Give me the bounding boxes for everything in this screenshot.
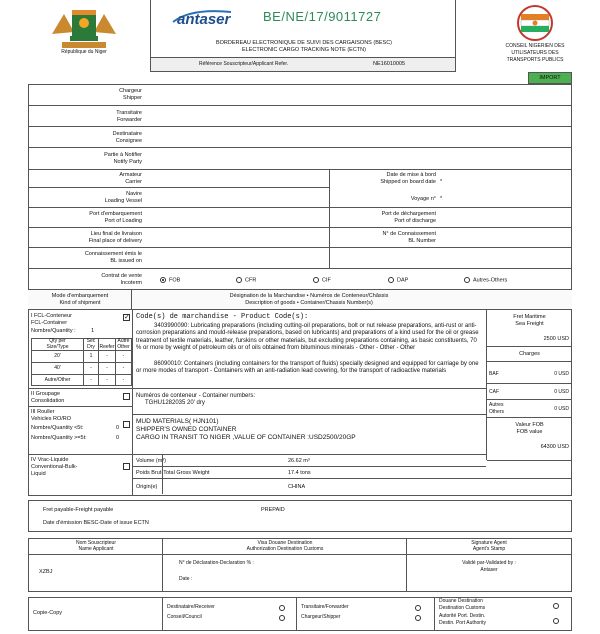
- bulk-label-3: Liquid: [31, 471, 46, 477]
- container-numbers-value: TGHU1282035 20' dry: [145, 400, 205, 406]
- fcl-col-size-top: Qty per: [49, 338, 66, 344]
- import-badge: IMPORT: [528, 72, 572, 84]
- fcl-row-40-reefer: -: [99, 363, 116, 375]
- charges-column: [487, 310, 572, 460]
- onboard-value: *: [440, 179, 443, 185]
- incoterm-label-fr: Contrat de vente: [101, 273, 142, 279]
- other-charges-label-2: Others: [489, 409, 505, 415]
- issue-date-label: Date d'émission BESC-Date of issue ECTN: [43, 520, 149, 526]
- origin-label: Origin(e): [136, 484, 158, 490]
- fcl-col-dry-top: Sec: [86, 338, 96, 344]
- incoterm-option-dap[interactable]: [388, 277, 408, 284]
- fcl-quantity-value: 1: [91, 328, 95, 334]
- title-en: ELECTRONIC CARGO TRACKING NOTE (ECTN): [242, 47, 366, 53]
- visa-label-fr: Visa Douane Destination: [257, 540, 313, 546]
- freight-payable-value: PREPAID: [261, 507, 285, 513]
- radio-selected-icon: [160, 277, 166, 283]
- charges-header: Charges: [487, 346, 572, 362]
- fcl-row-other-dry: -: [84, 375, 99, 386]
- onboard-label-fr: Date de mise à bord: [386, 172, 436, 178]
- roro-title-en: Vehicles RO/RO: [31, 416, 72, 422]
- marks-divider: [133, 414, 486, 415]
- caf-value: 0 USD: [554, 389, 569, 395]
- fcl-row-40-other: -: [116, 363, 131, 375]
- reference-label: Référence Souscripteur/Applicant Refer.: [199, 61, 289, 67]
- product-code-label: Code(s) de marchandise - Product Code(s):: [136, 313, 309, 321]
- bl-issued-label-fr: Connaissement émis le: [84, 251, 142, 257]
- carrier-label-en: Carrier: [125, 179, 142, 185]
- copy-customs-radio[interactable]: [553, 603, 559, 609]
- charges-bottom-border: [487, 460, 572, 461]
- volume-label: Volume (m³): [136, 458, 166, 464]
- bulk-label-2: Conventional-Bulk-: [31, 464, 78, 470]
- shipment-header: [28, 290, 572, 310]
- agent-label-fr: Signature Agent: [471, 540, 507, 546]
- mode-header-fr: Mode d'embarquement: [51, 293, 109, 299]
- fcl-col-size: [32, 339, 84, 351]
- weight-value: 17.4 tons: [288, 470, 311, 476]
- incoterm-option-others[interactable]: [464, 277, 507, 284]
- radio-icon: [388, 277, 394, 283]
- origin-value: CHINA: [288, 484, 306, 490]
- vessel-row: [28, 188, 572, 208]
- copies-label-cell: [29, 598, 163, 630]
- copies-col-3: [435, 598, 571, 630]
- goods-header-en: Description of goods • Container/Chassis Number(s): [245, 300, 373, 306]
- copy-forwarder-label: Transitaire/Forwarder: [301, 604, 349, 610]
- groupage-label-en: Consolidation: [31, 398, 65, 404]
- fcl-quantity-label: Nombre/Quantity :: [31, 328, 76, 334]
- freight-value: 2500 USD: [543, 336, 569, 342]
- forwarder-label-en: Forwarder: [116, 117, 142, 123]
- header-title-box: [150, 0, 456, 72]
- fob-label-fr: Valeur FOB: [515, 422, 544, 428]
- shipper-label-fr: Chargeur: [119, 88, 142, 94]
- radio-icon: [313, 277, 319, 283]
- roro-gt5-value: 0: [116, 435, 120, 441]
- notify-label-en: Notify Party: [113, 159, 142, 165]
- agent-label-en: Agent's Stamp: [472, 546, 506, 552]
- copy-customs-label-en: Destination Customs: [439, 605, 486, 611]
- fcl-row-20-size: 20': [32, 351, 84, 363]
- brand-name: antaser: [177, 11, 231, 28]
- groupage-checkbox[interactable]: [123, 393, 130, 400]
- copy-port-label-en: Destin. Port Authority: [439, 620, 486, 626]
- fcl-col-size-bottom: Size/Type: [46, 343, 69, 350]
- incoterm-dap-label: DAP: [397, 277, 409, 284]
- applicant-cell: [29, 555, 163, 591]
- carrier-label-fr: Armateur: [119, 172, 142, 178]
- incoterm-label-en: Incoterm: [120, 280, 142, 286]
- copy-council-radio[interactable]: [279, 615, 285, 621]
- blno-label-fr: N° de Connaissement: [382, 231, 436, 237]
- consignee-row: [28, 127, 572, 148]
- bl-issued-label-en: BL issued on: [110, 258, 142, 264]
- council-emblem-icon: [512, 4, 558, 42]
- other-charges-label-1: Autres: [489, 402, 504, 408]
- agent-cell: [407, 555, 571, 591]
- baf-value: 0 USD: [554, 371, 569, 377]
- incoterm-row: [28, 268, 572, 290]
- weight-label: Poids Brut-Total Gross Weight: [136, 470, 210, 476]
- copy-shipper-radio[interactable]: [415, 615, 421, 621]
- roro-gt5-label: Nombre/Quantity >=5t:: [31, 435, 87, 441]
- fcl-col-reefer: Reefer: [99, 339, 116, 351]
- incoterm-option-fob[interactable]: [160, 277, 180, 284]
- volume-row: [133, 454, 486, 466]
- copies-section: [28, 597, 572, 631]
- volume-value: 26.62 m³: [288, 458, 310, 464]
- bulk-checkbox[interactable]: [123, 463, 130, 470]
- copy-port-label-fr: Autorité Port. Destin.: [439, 613, 486, 619]
- notify-row: [28, 148, 572, 170]
- groupage-block: [28, 388, 132, 406]
- bl-issued-row: [28, 248, 330, 268]
- validated-value: Antaser: [480, 567, 498, 573]
- incoterm-fob-label: FOB: [169, 277, 181, 284]
- carrier-row: [28, 170, 330, 188]
- container-divider: [133, 388, 486, 389]
- fcl-row-40-size: 40': [32, 363, 84, 375]
- bulk-label-1: IV Vrac-Liquide: [31, 457, 69, 463]
- fcl-size-table: [31, 338, 132, 386]
- country-caption: République du Niger: [61, 49, 107, 55]
- voyage-value: *: [440, 196, 443, 202]
- onboard-label-en: Shipped on board date: [380, 179, 436, 185]
- final-delivery-row: [28, 228, 572, 248]
- divider-measures: [162, 454, 163, 494]
- fcl-block: [28, 310, 132, 388]
- copies-label: Copie-Copy: [33, 610, 63, 616]
- baf-label: BAF: [489, 371, 499, 377]
- pol-label-en: Port of Loading: [104, 218, 142, 224]
- applicant-label-fr: Nom Souscripteur: [75, 540, 116, 546]
- fob-value: 64300 USD: [540, 444, 569, 450]
- freight-payable-label: Fret payable-Freight payable: [43, 507, 114, 513]
- final-label-en: Final place of delivery: [88, 238, 142, 244]
- other-charges-row: [487, 400, 572, 418]
- copy-council-label: Conseil/Council: [167, 614, 202, 620]
- fcl-row-20-other: -: [116, 351, 131, 363]
- copy-shipper-label: Chargeur/Shipper: [301, 614, 341, 620]
- applicant-label-en: Name Applicant: [78, 546, 114, 552]
- reference-row: [151, 57, 455, 71]
- radio-icon: [464, 277, 470, 283]
- fcl-quantity: [31, 328, 94, 334]
- agent-header: [407, 539, 571, 555]
- pod-label-fr: Port de déchargement: [381, 211, 436, 217]
- pod-label-en: Port of discharge: [394, 218, 436, 224]
- council-caption-3: TRANSPORTS PUBLICS: [506, 57, 564, 63]
- fcl-col-other: [116, 339, 131, 351]
- voyage-label: Voyage n°: [410, 196, 436, 202]
- niger-coat-of-arms: [44, 4, 124, 60]
- copy-forwarder-radio[interactable]: [415, 605, 421, 611]
- final-label-fr: Lieu final de livraison: [90, 231, 142, 237]
- fcl-row-other-other: -: [122, 377, 125, 383]
- fcl-row-40-dry: -: [84, 363, 99, 375]
- fcl-title: I FCL-Conteneur: [31, 313, 72, 319]
- forwarder-label-fr: Transitaire: [116, 110, 142, 116]
- copy-receiver-radio[interactable]: [279, 605, 285, 611]
- roro-lt5-value: 0: [116, 425, 120, 431]
- radio-icon: [236, 277, 242, 283]
- applicant-value: XZBJ: [39, 569, 53, 575]
- notify-label-fr: Partie à Notifier: [104, 152, 142, 158]
- roro-block: [28, 406, 132, 454]
- mode-header-en: Kind of shipment: [59, 300, 101, 306]
- ectn-number: BE/NE/17/9011727: [263, 9, 382, 24]
- goods-header-fr: Désignation de la Marchandise • Numéros de Conteneur/Châssis: [229, 293, 389, 299]
- incoterm-cif-label: CIF: [322, 277, 331, 284]
- incoterm-others-label: Autres-Others: [473, 277, 508, 284]
- marks-line-1: MUD MATERIALS( HJN101): [136, 418, 219, 425]
- visa-label-en: Authorization Destination Customs: [246, 546, 324, 552]
- fcl-checkbox[interactable]: ✓: [124, 314, 130, 321]
- validated-label: Validé par-Validated by :: [462, 560, 516, 566]
- product-description-1: 3403990090: Lubricating preparations (including cutting-oil preparations, bolt or nut release preparations, anti-rust or anti-corrosion preparations and mould-release preparations, based on lubricants) and preparations of a kind used for the oil or grease treatment of textile materials, leather, furskins or other materials, but excluding preparations containing, as basic constituents, 70 % or more by weight of petroleum oils or of oils obtained from bituminous minerals - Other - Other - Other: [136, 323, 479, 352]
- council-caption-1: CONSEIL NIGERIEN DES: [505, 43, 565, 49]
- baf-row: [487, 362, 572, 384]
- fob-label-en: FOB value: [516, 429, 543, 435]
- incoterm-option-cif[interactable]: [313, 277, 331, 284]
- consignee-label-en: Consignee: [115, 138, 142, 144]
- fcl-col-other-top: Autre: [117, 338, 130, 344]
- groupage-label-fr: II Groupage: [31, 391, 61, 397]
- title-fr: BORDEREAU ELECTRONIQUE DE SUIVI DES CARGAISONS (BESC): [215, 40, 393, 46]
- shipper-row: [28, 84, 572, 106]
- mode-header-cell: [28, 290, 132, 310]
- copy-customs-label-fr: Douane Destination: [439, 598, 483, 604]
- transport-section: [28, 170, 572, 268]
- port-row: [28, 208, 572, 228]
- vessel-label-fr: Navire: [126, 191, 142, 197]
- declaration-label: N° de Déclaration-Declaration % :: [179, 560, 254, 566]
- fcl-row-other-size: Autre/Other: [32, 375, 84, 386]
- freight-label-en: Sea Freight: [515, 321, 544, 327]
- vessel-label-en: Loading Vessel: [104, 198, 142, 204]
- consignee-label-fr: Destinataire: [112, 131, 142, 137]
- fcl-row-20-reefer: -: [99, 351, 116, 363]
- fcl-col-dry: [84, 339, 99, 351]
- incoterm-option-cfr[interactable]: [236, 277, 256, 284]
- marks-line-3: CARGO IN TRANSIT TO NIGER ,VALUE OF CONTAINER :USD2500/20GP: [136, 434, 356, 441]
- weight-row: [133, 466, 486, 478]
- fcl-title-en: FCL-Container: [31, 320, 68, 326]
- copy-receiver-label: Destinataire/Receiver: [167, 604, 215, 610]
- copies-col-2: [297, 598, 435, 630]
- blno-label-en: BL Number: [408, 238, 436, 244]
- copy-port-radio[interactable]: [553, 618, 559, 624]
- fcl-col-dry-bottom: Dry: [87, 343, 95, 350]
- shipper-label-en: Shipper: [123, 95, 142, 101]
- applicant-header: [29, 539, 163, 555]
- bulk-block: [28, 454, 132, 484]
- forwarder-row: [28, 106, 572, 127]
- incoterm-cfr-label: CFR: [245, 277, 257, 284]
- origin-row: [133, 480, 486, 494]
- fcl-col-other-bottom: Other: [117, 343, 130, 350]
- council-caption-2: UTILISATEURS DES: [511, 50, 559, 56]
- freight-payable-section: [28, 500, 572, 532]
- roro-checkbox[interactable]: [123, 421, 130, 428]
- council-logo: [496, 4, 574, 68]
- antaser-logo: [171, 8, 245, 31]
- fcl-row-20-dry: 1: [84, 351, 99, 363]
- product-description-2: 8609001​0: Containers (including containers for the transport of fluids) specially designed and equipped for carriage by one or more modes of transport - Containers with an anti-radiation lead covering, for the transport of radioactive materials: [136, 361, 479, 375]
- roro-title: III Rouller: [31, 409, 55, 415]
- marks-line-2: SHIPPER'S OWNED CONTAINER: [136, 426, 237, 433]
- freight-label-fr: Fret Maritime: [513, 314, 546, 320]
- reference-value: NE16010005: [373, 61, 406, 67]
- pol-label-fr: Port d'embarquement: [89, 211, 142, 217]
- visa-date-label: Date :: [179, 576, 193, 582]
- caf-row: [487, 384, 572, 400]
- visa-header: [163, 539, 407, 555]
- visa-cell: [163, 555, 407, 591]
- other-charges-value: 0 USD: [554, 406, 569, 412]
- roro-lt5-label: Nombre/Quantity <5t:: [31, 425, 84, 431]
- caf-label: CAF: [489, 389, 499, 395]
- copies-col-1: [163, 598, 297, 630]
- container-numbers-label: Numéros de conteneur - Container numbers:: [136, 393, 256, 399]
- signatures-section: [28, 538, 572, 592]
- fcl-row-other-reefer: -: [99, 375, 116, 386]
